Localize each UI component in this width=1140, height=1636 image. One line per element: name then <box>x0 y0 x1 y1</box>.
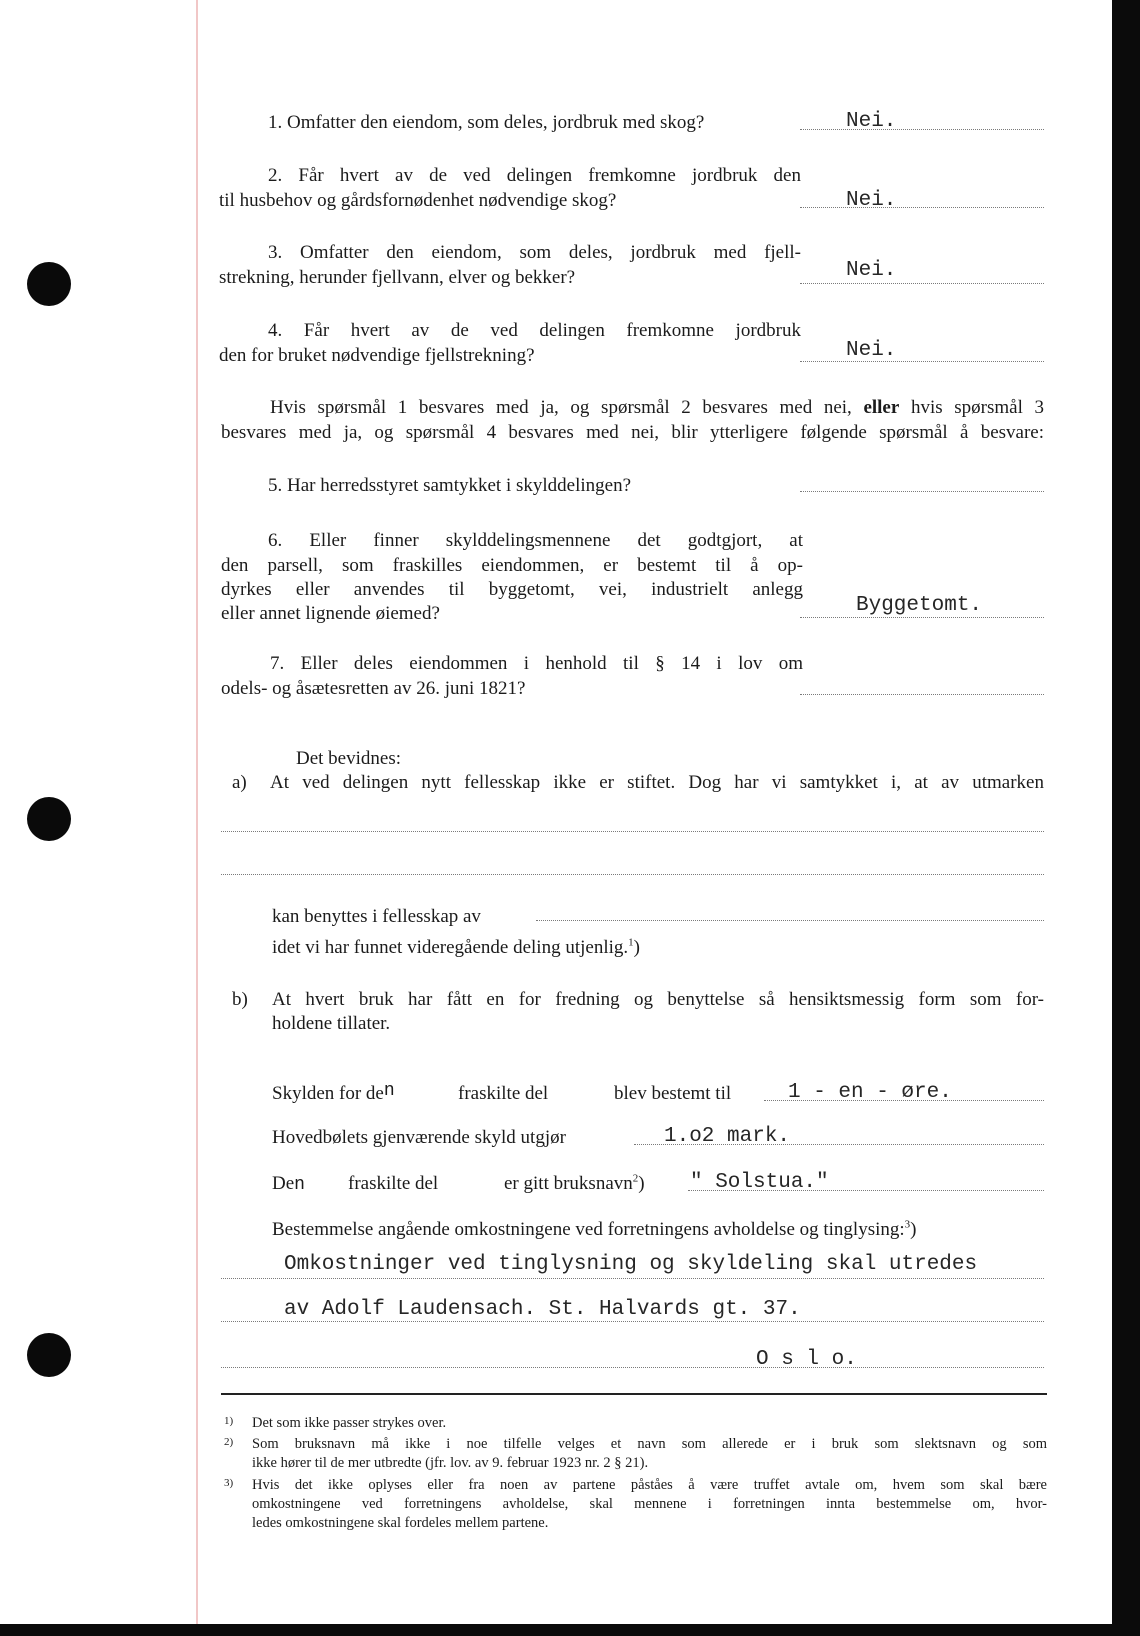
costs-typed-line: O s l o. <box>756 1348 857 1371</box>
attest-a-shared-use: kan benyttes i fellesskap av <box>272 906 481 927</box>
footnote-2: Som bruksnavn må ikke i noe tilfelle velges et navn som allerede er i bruk som slektsnavn og som <box>252 1436 1047 1452</box>
attest-b-text: holdene tillater. <box>272 1013 391 1034</box>
hovedbol-label: Hovedbølets gjenværende skyld utgjør <box>272 1127 566 1148</box>
footnote-mark: 2) <box>224 1436 234 1448</box>
punch-hole <box>27 262 71 306</box>
attest-heading: Det bevidnes: <box>296 748 402 769</box>
answer-text: Nei. <box>846 339 897 362</box>
attest-a-label: a) <box>232 772 247 793</box>
punch-hole <box>27 797 71 841</box>
attest-b-label: b) <box>232 989 248 1010</box>
question-text: 1. Omfatter den eiendom, som deles, jordbruk med skog? <box>268 112 705 133</box>
blank-line <box>221 831 1044 832</box>
attest-b-text: At hvert bruk har fått en for fredning og benyttelse så hensiktsmessig form som for- <box>272 989 1044 1010</box>
footnote-3: omkostningene ved forretningens avholdelse, skal mennene i forretningen innta bestemmelse om, hvor- <box>252 1496 1047 1512</box>
hovedbol-answer: 1.o2 mark. <box>664 1125 791 1148</box>
footnote-mark: 1) <box>224 1415 234 1427</box>
attest-a-conclusion: idet vi har funnet videregående deling utjenlig.$^1$) <box>272 936 640 958</box>
scan-border <box>0 1624 1140 1636</box>
question-text-line: den for bruket nødvendige fjellstrekning? <box>219 345 535 366</box>
question-text-line: odels- og åsætesretten av 26. juni 1821? <box>221 678 526 699</box>
footnote-mark: 3) <box>224 1477 234 1489</box>
punch-hole <box>27 1333 71 1377</box>
bruksnavn-label: Den <box>272 1173 305 1195</box>
costs-typed-line: Omkostninger ved tinglysning og skyldeling skal utredes <box>284 1253 978 1276</box>
skyld-answer: 1 - en - øre. <box>788 1081 952 1104</box>
question-text-line: til husbehov og gårdsfornødenhet nødvendige skog? <box>219 190 617 211</box>
bruksnavn-answer: " Solstua." <box>690 1171 829 1194</box>
skyld-label: fraskilte del <box>458 1083 549 1104</box>
answer-line <box>800 361 1044 362</box>
attest-a-text: At ved delingen nytt fellesskap ikke er stiftet. Dog har vi samtykket i, at av utmarken <box>270 772 1044 793</box>
question-text-line: 3. Omfatter den eiendom, som deles, jordbruk med fjell- <box>268 242 801 263</box>
question-text-line: 4. Får hvert av de ved delingen fremkomne jordbruk <box>268 320 801 341</box>
footnote-3: ledes omkostningene skal fordeles mellem partene. <box>252 1515 549 1531</box>
answer-text: Nei. <box>846 110 897 133</box>
instruction-line: Hvis spørsmål 1 besvares med ja, og spørsmål 2 besvares med nei, eller hvis spørsmål 3 <box>270 397 1044 418</box>
question-text-line: strekning, herunder fjellvann, elver og bekker? <box>219 267 576 288</box>
answer-text: Nei. <box>846 189 897 212</box>
costs-label: Bestemmelse angående omkostningene ved forretningens avholdelse og tinglysing:$^3$) <box>272 1218 917 1240</box>
margin-line <box>196 0 198 1636</box>
question-text: 5. Har herredsstyret samtykket i skylddelingen? <box>268 475 632 496</box>
answer-line <box>800 491 1044 492</box>
skyld-label: blev bestemt til <box>614 1083 732 1104</box>
question-text-line: dyrkes eller anvendes til byggetomt, vei, industrielt anlegg <box>221 579 803 600</box>
answer-text: Byggetomt. <box>856 594 983 617</box>
question-text-line: den parsell, som fraskilles eiendommen, er bestemt til å op- <box>221 555 803 576</box>
bruksnavn-label: er gitt bruksnavn$^2$) <box>504 1172 645 1194</box>
footnote-1: Det som ikke passer strykes over. <box>252 1415 447 1431</box>
question-text-line: 6. Eller finner skylddelingsmennene det godtgjort, at <box>268 530 803 551</box>
footnote-2: ikke hører til de mer utbredte (jfr. lov. av 9. februar 1923 nr. 2 § 21). <box>252 1455 649 1471</box>
answer-line <box>800 694 1044 695</box>
question-text-line: eller annet lignende øiemed? <box>221 603 440 624</box>
answer-line <box>800 283 1044 284</box>
costs-typed-line: av Adolf Laudensach. St. Halvards gt. 37. <box>284 1298 801 1321</box>
answer-line <box>221 1367 1044 1368</box>
answer-line <box>800 129 1044 130</box>
scan-border <box>1112 0 1140 1636</box>
instruction-line: besvares med ja, og spørsmål 4 besvares med nei, blir ytterligere følgende spørsmål å besvare: <box>221 422 1044 443</box>
answer-text: Nei. <box>846 259 897 282</box>
blank-line <box>221 874 1044 875</box>
question-text-line: 2. Får hvert av de ved delingen fremkomne jordbruk den <box>268 165 801 186</box>
answer-line <box>800 207 1044 208</box>
skyld-label: Skylden for den <box>272 1081 395 1104</box>
question-text-line: 7. Eller deles eiendommen i henhold til § 14 i lov om <box>270 653 803 674</box>
blank-line <box>536 920 1044 921</box>
bruksnavn-label: fraskilte del <box>348 1173 439 1194</box>
answer-line <box>221 1278 1044 1279</box>
footnote-3: Hvis det ikke oplyses eller fra noen av partene påståes å være truffet avtale om, hvem som skal bære <box>252 1477 1047 1493</box>
footnote-rule <box>221 1393 1047 1395</box>
